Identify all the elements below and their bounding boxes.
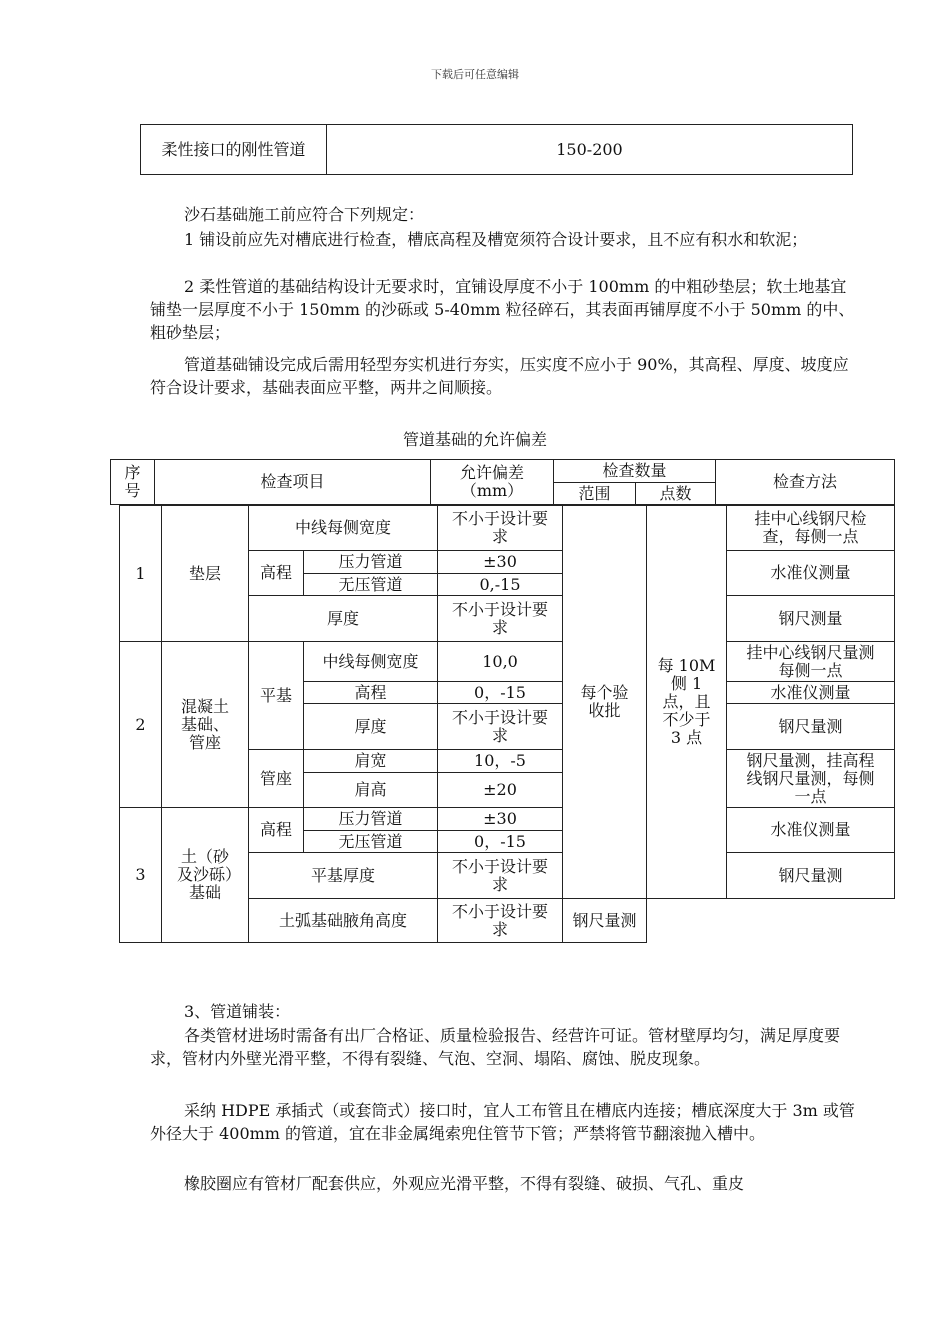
- table-row: [120, 642, 895, 682]
- table-row: [120, 808, 895, 831]
- row1-elev-method: 水准仪测量: [727, 551, 895, 596]
- deviation-table-body: [119, 505, 895, 943]
- paragraph-compaction: 管道基础铺设完成后需用轻型夯实机进行夯实，压实度不应小于 90%，其高程、厚度、坡度应符合设计要求，基础表面应平整，两井之间顺接。: [150, 355, 849, 397]
- row2-elev: 高程: [304, 682, 438, 704]
- table-row: [120, 506, 895, 551]
- points-all: 每 10M 侧 1 点，且不少于 3 点: [647, 506, 727, 899]
- section-title: 3、管道铺装：: [184, 1002, 291, 1021]
- top-table: [140, 124, 853, 175]
- header-seq: 序号: [111, 460, 155, 505]
- deviation-table-header: [110, 459, 895, 505]
- top-table-label: 柔性接口的刚性管道: [141, 125, 327, 175]
- row1-centerline-method: 挂中心线钢尺检查，每侧一点: [727, 506, 895, 551]
- row2-thick: 厚度: [304, 704, 438, 750]
- header-item: 检查项目: [155, 460, 431, 505]
- row3-nopressure: 无压管道: [304, 831, 438, 853]
- row2-seat-method: 钢尺量测，挂高程线钢尺量测，每侧一点: [727, 750, 895, 808]
- row2-flat: 平基: [249, 642, 304, 750]
- paragraph-sand-intro: 沙石基础施工前应符合下列规定：: [184, 205, 425, 224]
- row1-pressure: 压力管道: [304, 551, 438, 574]
- header-method: 检查方法: [716, 460, 895, 505]
- row2-thick-method: 钢尺量测: [727, 704, 895, 750]
- row3-arc-dev: 不小于设计要求: [438, 899, 563, 943]
- row1-thick: 厚度: [249, 596, 438, 642]
- row1-nopressure: 无压管道: [304, 574, 438, 596]
- row3-arc: 土弧基础腋角高度: [249, 899, 438, 943]
- row3-elev-method: 水准仪测量: [727, 808, 895, 853]
- row3-pressure: 压力管道: [304, 808, 438, 831]
- row1-pressure-dev: ±30: [438, 551, 563, 574]
- range-all: 每个验收批: [563, 506, 647, 899]
- row1-centerline: 中线每侧宽度: [249, 506, 438, 551]
- row3-pressure-dev: ±30: [438, 808, 563, 831]
- row1-elev: 高程: [249, 551, 304, 596]
- row2-elev-dev: 0，-15: [438, 682, 563, 704]
- row1-centerline-dev: 不小于设计要求: [438, 506, 563, 551]
- top-table-value: 150-200: [327, 125, 853, 175]
- row1-name: 垫层: [162, 506, 249, 642]
- row1-thick-dev: 不小于设计要求: [438, 596, 563, 642]
- header-range: 范围: [554, 483, 636, 505]
- header-quantity: 检查数量: [554, 460, 716, 483]
- row3-flatthick-dev: 不小于设计要求: [438, 853, 563, 899]
- row1-thick-method: 钢尺测量: [727, 596, 895, 642]
- row3-flatthick-method: 钢尺量测: [727, 853, 895, 899]
- row2-centerline-dev: 10,0: [438, 642, 563, 682]
- row2-shoulderh-dev: ±20: [438, 773, 563, 808]
- row3-elev: 高程: [249, 808, 304, 853]
- row2-seat: 管座: [249, 750, 304, 808]
- row2-centerline-method: 挂中心线钢尺量测每侧一点: [727, 642, 895, 682]
- paragraph-materials: 各类管材进场时需备有出厂合格证、质量检验报告、经营许可证。管材壁厚均匀，满足厚度要求，管材内外壁光滑平整，不得有裂缝、气泡、空洞、塌陷、腐蚀、脱皮现象。: [150, 1026, 841, 1068]
- row2-centerline: 中线每侧宽度: [304, 642, 438, 682]
- paragraph-hdpe: 采纳 HDPE 承插式（或套筒式）接口时，宜人工布管且在槽底内连接；槽底深度大于 3m 或管外径大于 400mm 的管道，宜在非金属绳索兜住管节下管；严禁将管节翻滚抛入槽中。: [150, 1101, 855, 1143]
- row3-name: 土（砂及沙砾）基础: [162, 808, 249, 943]
- row2-no: 2: [120, 642, 162, 808]
- row3-arc-method: 钢尺量测: [563, 899, 647, 943]
- row1-nopressure-dev: 0,-15: [438, 574, 563, 596]
- row1-no: 1: [120, 506, 162, 642]
- row2-shoulderw: 肩宽: [304, 750, 438, 773]
- header-points: 点数: [636, 483, 716, 505]
- row3-no: 3: [120, 808, 162, 943]
- header-deviation: 允许偏差（mm）: [431, 460, 554, 505]
- paragraph-rubber-ring: 橡胶圈应有管材厂配套供应，外观应光滑平整，不得有裂缝、破损、气孔、重皮: [184, 1174, 745, 1193]
- row3-flatthick: 平基厚度: [249, 853, 438, 899]
- row2-shoulderw-dev: 10，-5: [438, 750, 563, 773]
- table-caption: 管道基础的允许偏差: [402, 430, 547, 449]
- row2-name: 混凝土基础、管座: [162, 642, 249, 808]
- paragraph-rule-2: 2 柔性管道的基础结构设计无要求时，宜铺设厚度不小于 100mm 的中粗砂垫层；软土地基宜铺垫一层厚度不小于 150mm 的沙砾或 5-40mm 粒径碎石，其表面再铺厚度不小于 50mm 的中、粗砂垫层；: [150, 277, 855, 342]
- row2-thick-dev: 不小于设计要求: [438, 704, 563, 750]
- row3-nopressure-dev: 0，-15: [438, 831, 563, 853]
- page-header: 下载后可任意编辑: [431, 68, 519, 81]
- row2-shoulderh: 肩高: [304, 773, 438, 808]
- row2-elev-method: 水准仪测量: [727, 682, 895, 704]
- paragraph-rule-1: 1 铺设前应先对槽底进行检查，槽底高程及槽宽须符合设计要求，且不应有积水和软泥；: [184, 230, 808, 249]
